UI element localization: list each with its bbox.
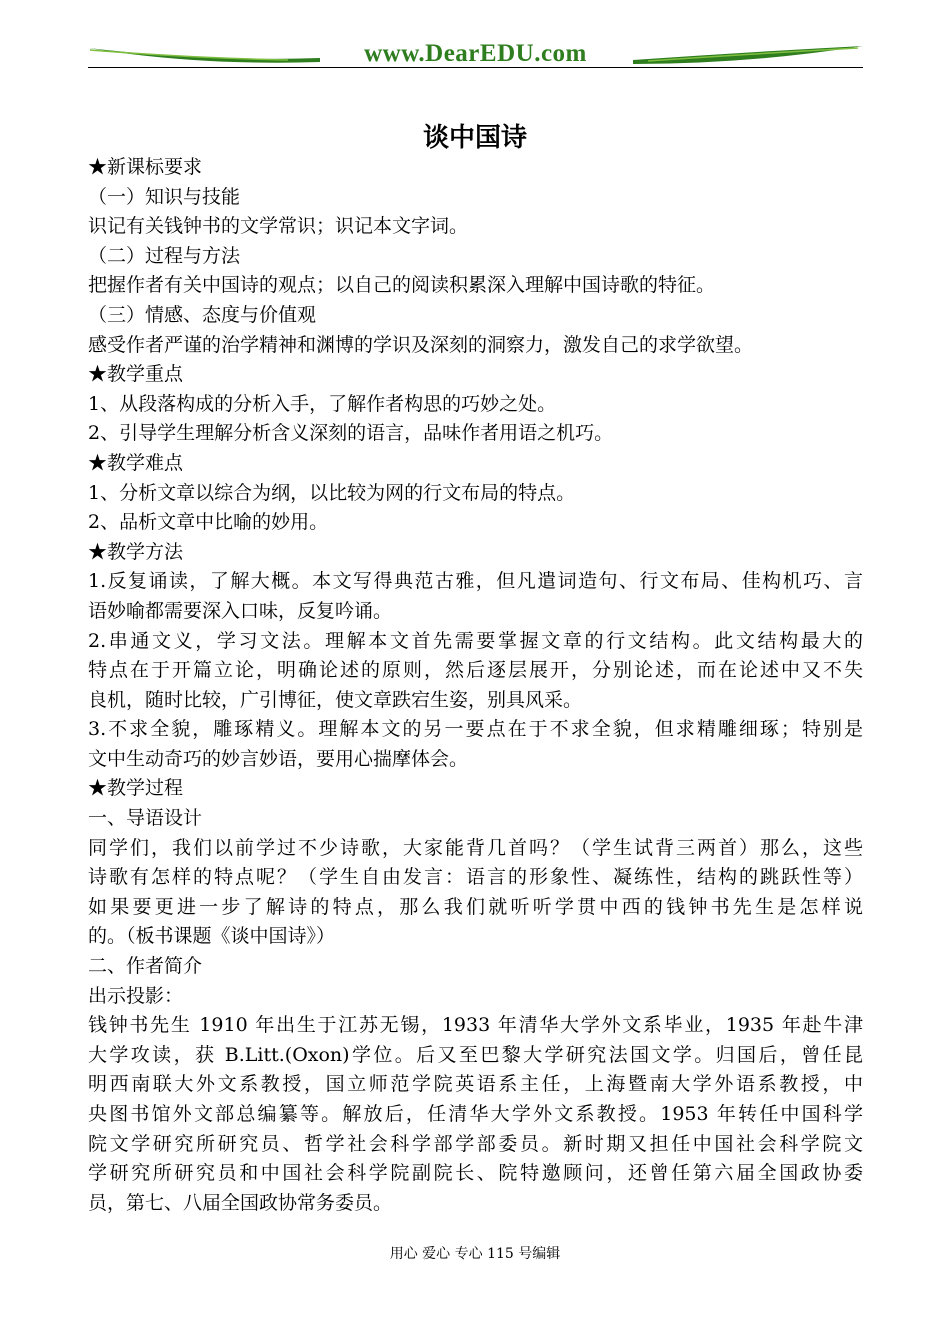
text-line: 语妙喻都需要深入口味，反复吟诵。	[88, 599, 393, 622]
text-line: （二）过程与方法	[88, 244, 241, 267]
site-header-banner	[88, 36, 863, 76]
text-line: 1、分析文章以综合为纲，以比较为网的行文布局的特点。	[88, 481, 576, 504]
text-line: 2、品析文章中比喻的妙用。	[88, 511, 329, 534]
text-line: 的。（板书课题《谈中国诗》）	[88, 925, 336, 948]
text-line: 钱钟书先生 1910 年出生于江苏无锡，1933 年清华大学外文系毕业，1935 年赴牛津	[88, 1014, 863, 1037]
text-line: 院文学研究所研究员、哲学社会科学部学部委员。新时期又担任中国社会科学院文	[88, 1132, 863, 1155]
text-line: 员，第七、八届全国政协常务委员。	[88, 1191, 393, 1214]
page-footer: 用心 爱心 专心 115 号编辑	[389, 1246, 561, 1262]
text-line: （三）情感、态度与价值观	[88, 303, 317, 326]
text-line: ★新课标要求	[88, 156, 203, 178]
text-line: 感受作者严谨的治学精神和渊博的学识及深刻的洞察力，激发自己的求学欲望。	[88, 333, 754, 356]
text-line: （一）知识与技能	[88, 185, 241, 208]
text-line: 一、导语设计	[88, 807, 203, 830]
text-line: ★教学重点	[88, 363, 184, 386]
text-line: 2.串通文义，学习文法。理解本文首先需要掌握文章的行文结构。此文结构最大的	[88, 629, 863, 652]
text-line: 良机，随时比较，广引博征，使文章跌宕生姿，别具风采。	[88, 688, 583, 711]
text-line: 1.反复诵读，了解大概。本文写得典范古雅，但凡遣词造句、行文布局、佳构机巧、言	[88, 570, 863, 593]
text-line: 二、作者简介	[88, 955, 203, 978]
text-line: 学研究所研究员和中国社会科学院副院长、院特邀顾问，还曾任第六届全国政协委	[88, 1162, 863, 1185]
site-url-logo: www.DearEDU.com	[364, 40, 587, 67]
text-line: 大学攻读，获 B.Litt.(Oxon)学位。后又至巴黎大学研究法国文学。归国后，曾任昆	[88, 1043, 863, 1066]
text-line: 同学们，我们以前学过不少诗歌，大家能背几首吗？（学生试背三两首）那么，这些	[88, 836, 863, 859]
text-line: 识记有关钱钟书的文学常识；识记本文字词。	[88, 215, 469, 238]
document-body	[88, 153, 863, 1218]
header-divider	[88, 67, 863, 68]
text-line: 把握作者有关中国诗的观点；以自己的阅读积累深入理解中国诗歌的特征。	[88, 274, 716, 297]
text-line: 明西南联大外文系教授，国立师范学院英语系主任，上海暨南大学外语系教授，中	[88, 1073, 863, 1096]
text-line: ★教学过程	[88, 777, 184, 800]
text-line: 诗歌有怎样的特点呢？（学生自由发言：语言的形象性、凝练性，结构的跳跃性等）	[88, 866, 863, 889]
text-line: 如果要更进一步了解诗的特点，那么我们就听听学贯中西的钱钟书先生是怎样说	[88, 895, 863, 918]
text-line: ★教学方法	[88, 540, 184, 563]
text-line: 1、从段落构成的分析入手，了解作者构思的巧妙之处。	[88, 392, 557, 415]
text-line: 3.不求全貌，雕琢精义。理解本文的另一要点在于不求全貌，但求精雕细琢；特别是	[88, 718, 863, 741]
text-line: 2、引导学生理解分析含义深刻的语言，品味作者用语之机巧。	[88, 422, 614, 445]
text-line: 文中生动奇巧的妙言妙语，要用心揣摩体会。	[88, 747, 469, 770]
page-title: 谈中国诗	[422, 123, 527, 153]
text-line: ★教学难点	[88, 451, 184, 474]
text-line: 出示投影：	[88, 984, 184, 1007]
text-line: 央图书馆外文部总编纂等。解放后，任清华大学外文系教授。1953 年转任中国科学	[88, 1103, 863, 1125]
text-line: 特点在于开篇立论，明确论述的原则，然后逐层展开，分别论述，而在论述中又不失	[88, 659, 863, 682]
